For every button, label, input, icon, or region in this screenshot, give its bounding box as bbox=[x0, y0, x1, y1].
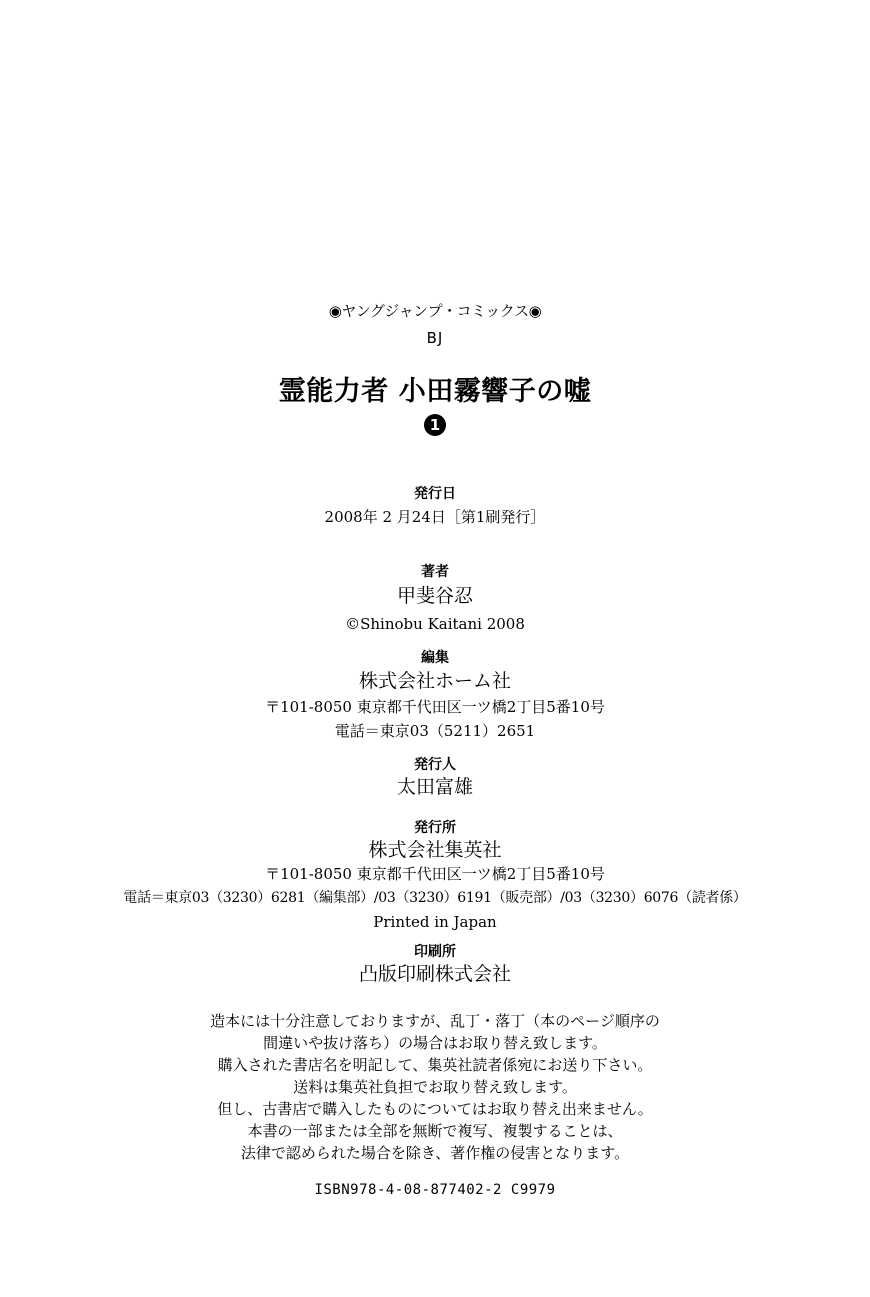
editor-company: 株式会社ホーム社 bbox=[358, 670, 511, 692]
publisher-address: 〒101-8050 東京都千代田区一ツ橋2丁目5番10号 bbox=[265, 865, 605, 883]
volume-number: 1 bbox=[424, 414, 446, 436]
isbn: ISBN978-4-08-877402-2 C9979 bbox=[314, 1182, 556, 1198]
notice-line: 送料は集英社負担でお取り替え致します。 bbox=[293, 1078, 577, 1096]
imprint-label: BJ bbox=[426, 329, 444, 347]
printer-name: 凸版印刷株式会社 bbox=[358, 963, 511, 985]
copyright: ©Shinobu Kaitani 2008 bbox=[345, 615, 525, 633]
book-title: 霊能力者 小田霧響子の嘘 bbox=[278, 376, 592, 407]
editor-phone: 電話＝東京03（5211）2651 bbox=[334, 722, 536, 740]
notice-line: 法律で認められた場合を除き、著作権の侵害となります。 bbox=[240, 1144, 630, 1162]
publisher-heading: 発行所 bbox=[414, 820, 456, 836]
publish-date: 2008年 2 月24日［第1刷発行］ bbox=[324, 508, 546, 526]
notice-line: 購入された書店名を明記して、集英社読者係宛にお送り下さい。 bbox=[217, 1056, 653, 1074]
editor-heading: 編集 bbox=[421, 650, 449, 666]
author-name: 甲斐谷忍 bbox=[396, 585, 473, 607]
author-heading: 著者 bbox=[421, 564, 449, 580]
editor-address: 〒101-8050 東京都千代田区一ツ橋2丁目5番10号 bbox=[265, 698, 605, 716]
volume-badge bbox=[0, 414, 870, 438]
notice-line: 間違いや抜け落ち）の場合はお取り替え致します。 bbox=[263, 1034, 607, 1052]
printer-heading: 印刷所 bbox=[414, 944, 456, 960]
publisher-person-name: 太田富雄 bbox=[396, 776, 473, 798]
notice-line: 本書の一部または全部を無断で複写、複製することは、 bbox=[247, 1122, 623, 1140]
series-name: ◉ヤングジャンプ・コミックス◉ bbox=[328, 302, 542, 320]
notice-line: 造本には十分注意しておりますが、乱丁・落丁（本のページ順序の bbox=[210, 1012, 660, 1030]
printed-in-japan: Printed in Japan bbox=[373, 913, 497, 931]
publisher-person-heading: 発行人 bbox=[414, 757, 456, 773]
notice-line: 但し、古書店で購入したものについてはお取り替え出来ません。 bbox=[217, 1100, 653, 1118]
publisher-company: 株式会社集英社 bbox=[368, 839, 502, 861]
publisher-phone: 電話＝東京03（3230）6281（編集部）/03（3230）6191（販売部）/03（3230）6076（読者係） bbox=[123, 890, 747, 906]
publish-date-heading: 発行日 bbox=[414, 486, 456, 502]
